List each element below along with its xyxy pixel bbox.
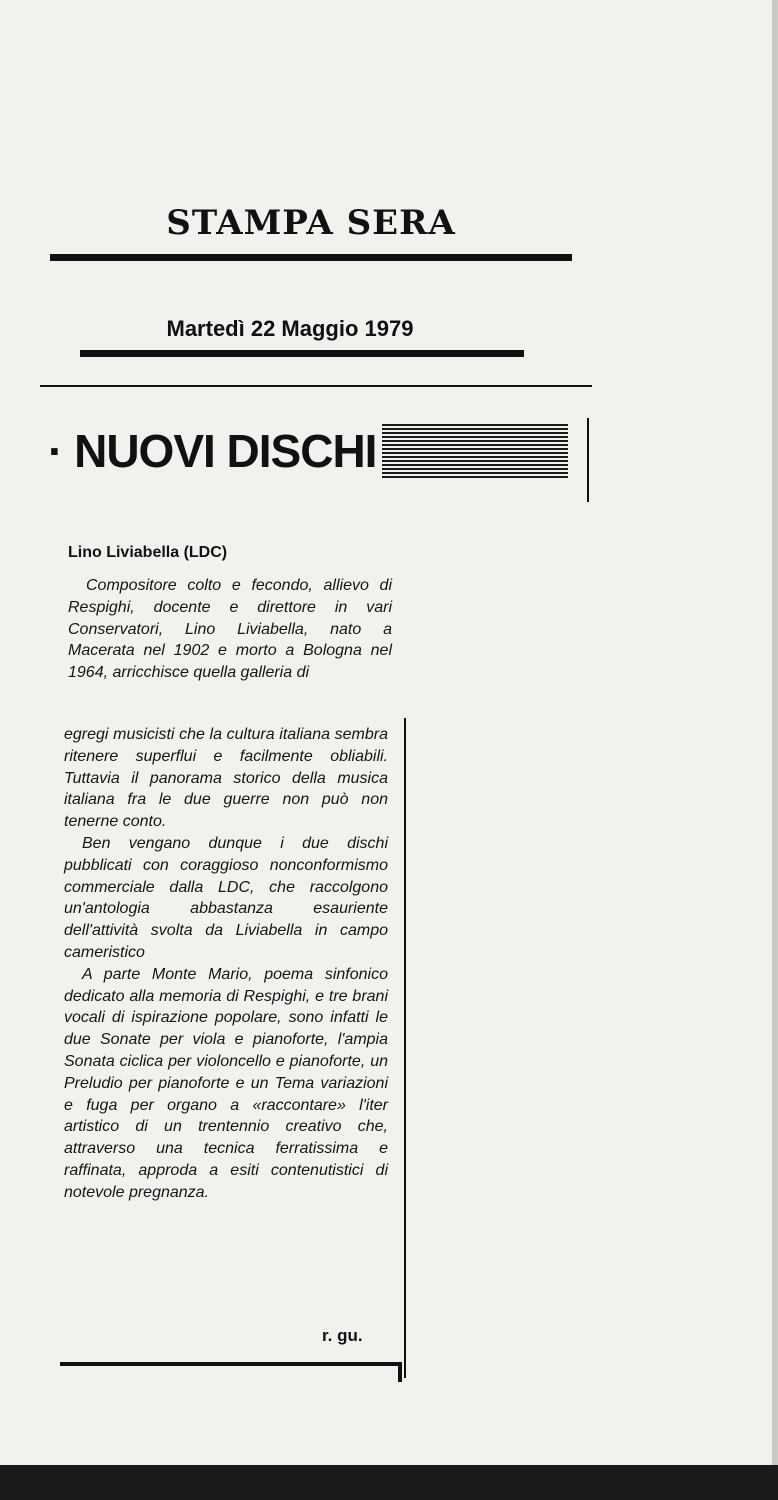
article-bottom-rule [60, 1362, 402, 1366]
dateline: Martedì 22 Maggio 1979 [166, 316, 414, 341]
column-side-rule [404, 718, 406, 1378]
article-column-main [64, 724, 388, 1204]
article-paragraph: A parte Monte Mario, poema sinfonico dedicato alla memoria di Respighi, e tre brani vocali di ispirazione popolare, sono infatti le due Sonate per viola e pianoforte, l'ampia Sonata ciclica per violoncello e pianoforte, un Preludio per pianoforte e un Tema variazioni e fuga per organo a «raccontare» l'iter artistico di un trentennio creativo che, attraverso una tecnica ferratissima e raffinata, approda a esiti contenutistici di notevole pregnanza. [64, 965, 388, 1201]
scan-bottom-border [0, 1465, 778, 1500]
author-signature: r. gu. [322, 1326, 363, 1345]
masthead-title: STAMPA SERA [166, 203, 456, 243]
section-side-rule [587, 418, 589, 502]
article-column-top [68, 575, 392, 684]
article-heading: Lino Liviabella (LDC) [68, 544, 228, 561]
section-top-rule [40, 385, 592, 387]
article-paragraph: Compositore colto e fecondo, allievo di Respighi, docente e direttore in vari Conservatori, Lino Liviabella, nato a Macerata nel 1902 e morto a Bologna nel 1964, arricchisce quella galleria di [68, 577, 392, 682]
masthead-rule [50, 254, 572, 261]
article-paragraph: Ben vengano dunque i due dischi pubblicati con coraggioso nonconformismo commerciale dalla LDC, che raccolgono un'antologia abbastanza esauriente dell'attività svolta da Liviabella in campo cameristico [64, 834, 388, 961]
section-title: · NUOVI DISCHI [44, 424, 382, 478]
article-paragraph: egregi musicisti che la cultura italiana sembra ritenere superflui e facilmente obliabili. Tuttavia il panorama storico della musica italiana fra le due guerre non può non tenerne conto. [64, 726, 388, 831]
page-edge-shadow [772, 0, 778, 1500]
article-bottom-corner [398, 1362, 402, 1382]
dateline-rule [80, 350, 524, 357]
